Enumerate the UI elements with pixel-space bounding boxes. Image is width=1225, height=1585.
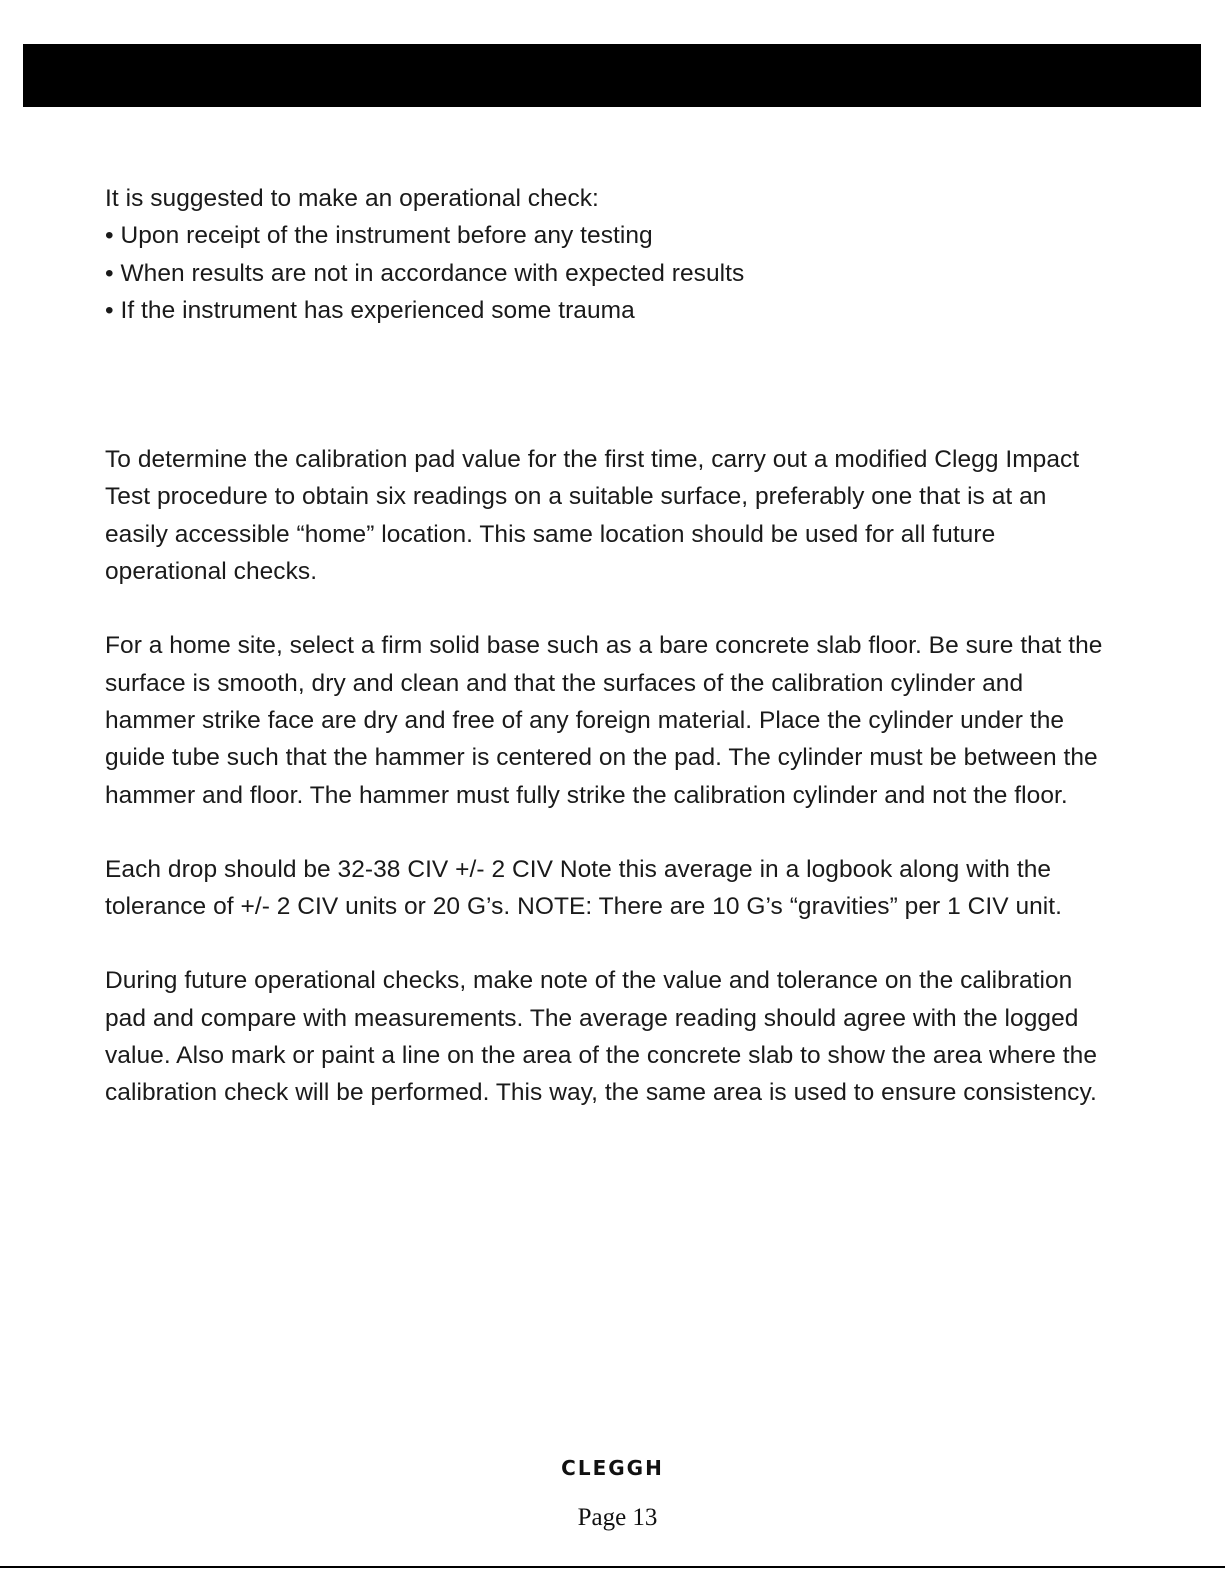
bullet-item: • If the instrument has experienced some trauma — [105, 292, 1115, 329]
bullet-list — [105, 217, 1115, 329]
paragraph-drop-tolerance: Each drop should be 32-38 CIV +/- 2 CIV Note this average in a logbook along with the tolerance of +/- 2 CIV units or 20 G’s. NOTE: There are 10 G’s “gravities” per 1 CIV unit. — [105, 855, 1063, 921]
paragraph-calibration-pad-value: To determine the calibration pad value for the first time, carry out a modified Clegg Impact Test procedure to obtain six readings on a suitable surface, preferably one that is at an easily accessible “home” location. This same location should be used for all future operational checks. — [105, 446, 1080, 586]
bullet-item: • When results are not in accordance with expected results — [105, 255, 1115, 292]
bottom-rule — [0, 1566, 1225, 1568]
intro-section — [105, 180, 1115, 329]
footer-brand-logo: CLEGGH — [561, 1456, 664, 1480]
page-number-label: Page 13 — [577, 1504, 658, 1531]
paragraph-future-checks: During future operational checks, make note of the value and tolerance on the calibration pad and compare with measurements. The average reading should agree with the logged value. Also mark or paint a line on the area of the concrete slab to show the area where the calibration check will be performed. This way, the same area is used to ensure consistency. — [105, 967, 1097, 1107]
bullet-item: • Upon receipt of the instrument before any testing — [105, 217, 1115, 254]
intro-lead: It is suggested to make an operational check: — [105, 185, 599, 212]
footer-page-number — [0, 1504, 1225, 1532]
page-body — [105, 180, 1115, 1112]
paragraph-home-site: For a home site, select a firm solid base such as a bare concrete slab floor. Be sure that the surface is smooth, dry and clean and that the surfaces of the calibration cylinder and hammer strike face are dry and free of any foreign material. Place the cylinder under the guide tube such that the hammer is centered on the pad. The cylinder must be between the hammer and floor. The hammer must fully strike the calibration cylinder and not the floor. — [105, 632, 1103, 809]
header-bar — [23, 44, 1201, 107]
